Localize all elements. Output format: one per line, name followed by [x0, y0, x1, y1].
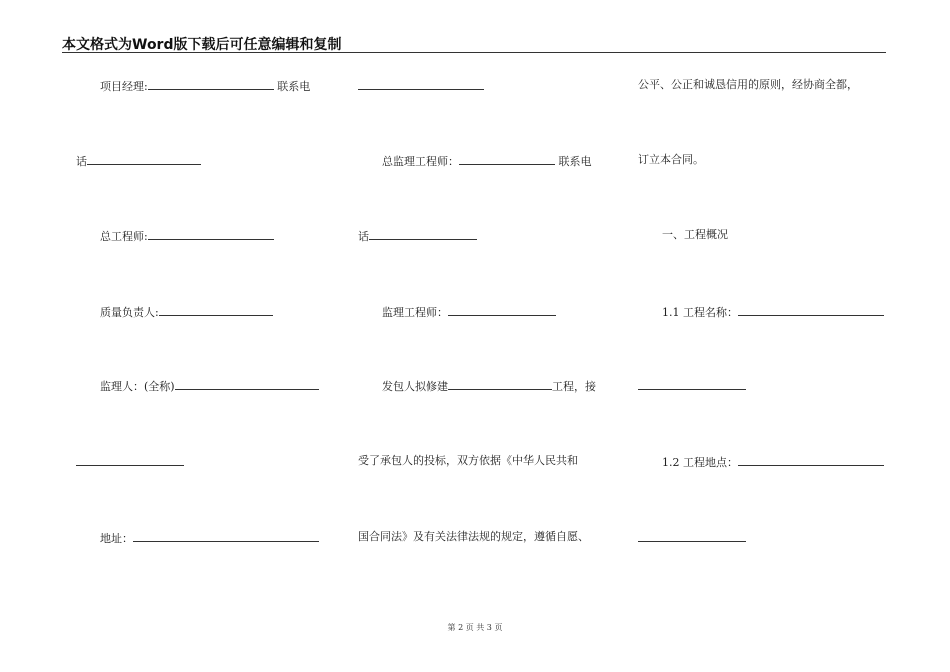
document-header-title: 本文格式为Word版下载后可任意编辑和复制 — [62, 37, 342, 53]
contact-phone-label-part2: 话 — [358, 230, 369, 243]
contact-phone-line — [358, 228, 477, 244]
contact-phone-label-part1: 联系电 — [277, 80, 311, 93]
project-location-line — [662, 454, 884, 470]
address-line — [100, 530, 319, 546]
quality-manager-line — [100, 304, 273, 320]
contact-phone-line — [76, 153, 201, 169]
column2-first-blank — [358, 78, 484, 90]
supervising-engineer-line — [382, 304, 556, 320]
project-location-continuation-blank — [638, 530, 746, 542]
project-name-field-blank — [738, 304, 884, 316]
project-name-label: 1.1 工程名称： — [662, 306, 738, 319]
project-manager-label: 项目经理: — [100, 80, 148, 93]
supervisor-line — [100, 378, 319, 394]
page-number-footer: 第 2 页 共 3 页 — [447, 623, 503, 632]
chief-engineer-line — [100, 228, 274, 244]
contact-phone-label-part2: 话 — [76, 155, 87, 168]
section-title: 一、工程概况 — [662, 228, 728, 241]
chief-supervisor-blank — [459, 153, 555, 165]
address-blank — [133, 530, 319, 542]
project-name-blank — [448, 378, 552, 390]
contract-text-line-1: 受了承包人的投标，双方依据《中华人民共和 — [358, 454, 578, 467]
project-location-continuation-line — [638, 530, 746, 546]
project-name-line — [662, 304, 884, 320]
project-manager-blank — [148, 78, 274, 90]
quality-manager-blank — [159, 304, 273, 316]
contact-phone-label-part1: 联系电 — [558, 155, 592, 168]
contact-phone-blank — [369, 228, 477, 240]
proposal-line — [382, 378, 596, 394]
column2-first-blank-line — [358, 78, 484, 94]
supervisor-continuation-line — [76, 454, 184, 470]
supervisor-continuation-blank — [76, 454, 184, 466]
chief-engineer-label: 总工程师: — [100, 230, 148, 243]
project-location-blank — [738, 454, 884, 466]
supervising-engineer-blank — [448, 304, 556, 316]
contract-text-line-3: 公平、公正和诚恳信用的原则，经协商全都， — [638, 78, 858, 91]
supervising-engineer-label: 监理工程师： — [382, 306, 448, 319]
chief-supervisor-line — [382, 153, 592, 169]
contract-text-line-2: 国合同法》及有关法律法规的规定，遵循自愿、 — [358, 530, 589, 543]
quality-manager-label: 质量负责人: — [100, 306, 159, 319]
chief-engineer-blank — [148, 228, 274, 240]
project-location-label: 1.2 工程地点： — [662, 456, 738, 469]
project-manager-line — [100, 78, 310, 94]
contact-phone-blank — [87, 153, 201, 165]
chief-supervisor-label: 总监理工程师： — [382, 155, 459, 168]
contract-text-line-4: 订立本合同。 — [638, 153, 704, 166]
project-name-continuation-blank — [638, 378, 746, 390]
address-label: 地址： — [100, 532, 133, 545]
project-name-continuation-line — [638, 378, 746, 394]
header-divider — [62, 52, 886, 53]
proposal-prefix: 发包人拟修建 — [382, 380, 448, 393]
supervisor-blank — [175, 378, 319, 390]
supervisor-label: 监理人：(全称) — [100, 380, 175, 393]
proposal-suffix: 工程，接 — [552, 380, 596, 393]
